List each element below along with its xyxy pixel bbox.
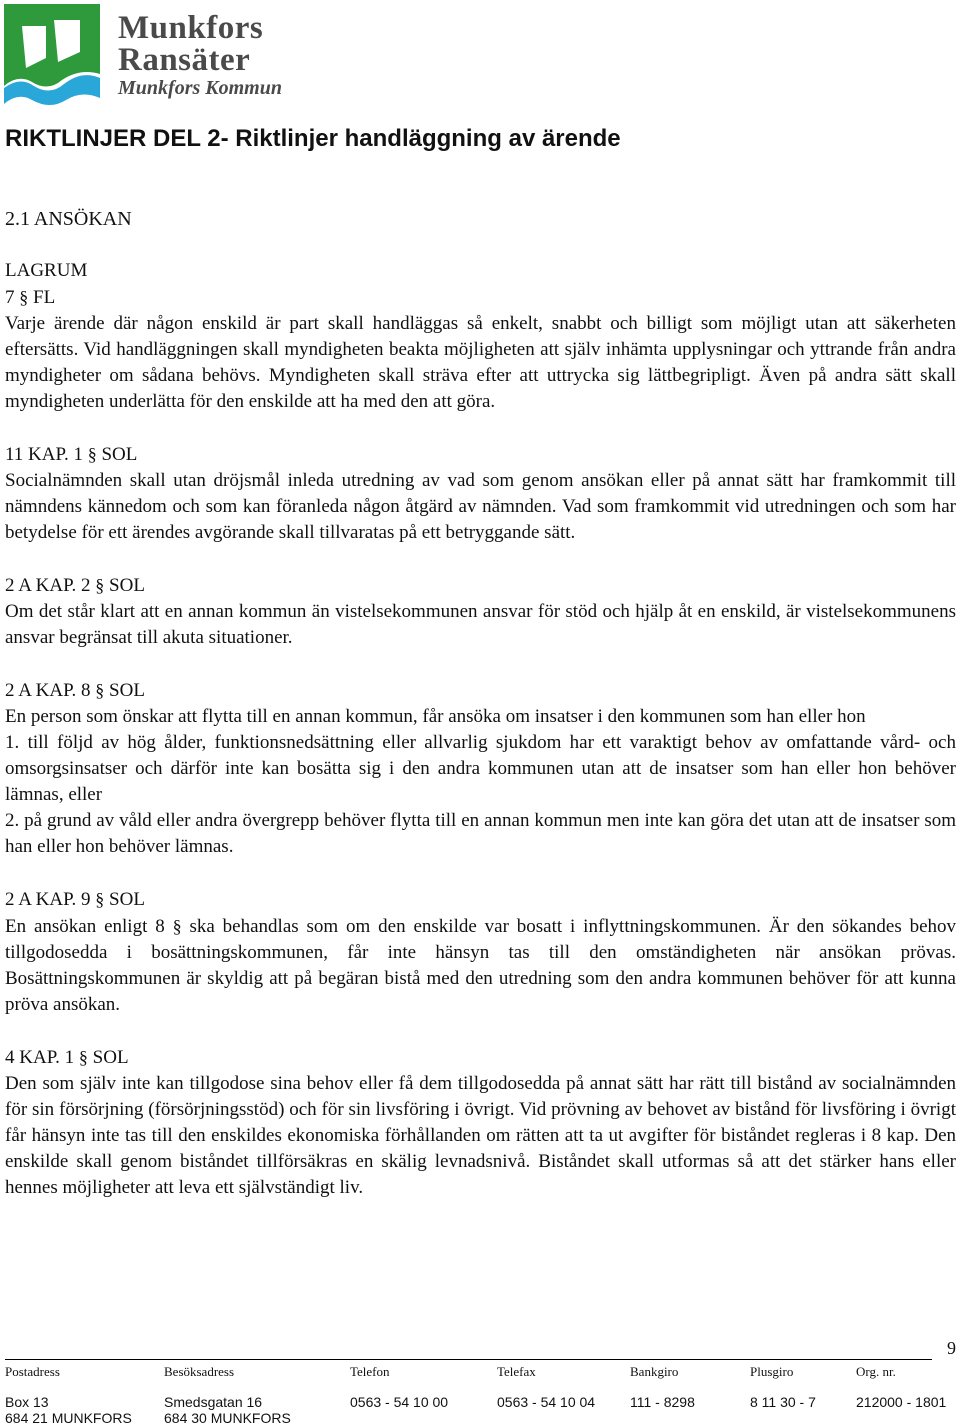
- logo-subtitle: Munkfors Kommun: [118, 77, 282, 99]
- page-number: 9: [947, 1338, 956, 1358]
- footer-orgnr: Org. nr. 212000 - 1801: [856, 1364, 947, 1410]
- paragraph-symbol-icon: §: [95, 575, 105, 595]
- paragraph-symbol-icon: §: [19, 287, 29, 307]
- footer-postadress: Postadress Box 13 684 21 MUNKFORS: [5, 1364, 132, 1426]
- footer-bankgiro: Bankgiro 111 - 8298: [630, 1364, 695, 1410]
- document-title: RIKTLINJER DEL 2- Riktlinjer handläggning av ärende: [5, 125, 621, 152]
- section-paragraph: En person som önskar att flytta till en annan kommun, får ansöka om insatser i den kommunen som han eller hon: [5, 706, 866, 727]
- list-item: 2. på grund av våld eller andra övergrepp behöver flytta till en annan kommun men inte kan göra det utan att de insatser som han eller hon behöver lämnas.: [5, 810, 956, 857]
- legal-section-2akap-8-sol: [5, 677, 956, 860]
- section-label: 4 KAP. 1 § SOL: [5, 1047, 129, 1068]
- logo-name-line1: Munkfors: [118, 10, 264, 46]
- paragraph-symbol-icon: §: [95, 680, 105, 700]
- section-label: 2 A KAP. 8 § SOL: [5, 680, 145, 701]
- legal-section-2akap-2-sol: [5, 572, 956, 651]
- paragraph-symbol-icon: §: [87, 444, 97, 464]
- document-body: [5, 258, 956, 1227]
- section-label: 2 A KAP. 2 § SOL: [5, 575, 145, 596]
- section-label: 2 A KAP. 9 § SOL: [5, 889, 145, 910]
- paragraph-symbol-icon: §: [78, 1047, 88, 1067]
- list-item: 1. till följd av hög ålder, funktionsnedsättning eller allvarlig sjukdom har ett varaktigt behov av omfattande vård- och omsorgsinsatser och därför inte kan bosätta sig i den andra kommunen utan att de insatser som han eller hon behöver lämnas, eller: [5, 732, 956, 805]
- page-footer: [5, 1362, 955, 1425]
- municipality-logo: [0, 0, 290, 110]
- section-heading: 2.1 ANSÖKAN: [5, 208, 132, 230]
- footer-telefon: Telefon 0563 - 54 10 00: [350, 1364, 449, 1410]
- legal-section-7-fl: [5, 258, 956, 415]
- section-label: 11 KAP. 1 § SOL: [5, 444, 138, 465]
- section-paragraph: Den som själv inte kan tillgodose sina behov eller få dem tillgodosedda på annat sätt har rätt till bistånd av socialnämnden för sin försörjning (försörjningsstöd) och för sin livsföring i övrigt. Vid prövning av behovet av bistånd för livsföring i övrigt får hänsyn inte tas till den enskildes ekonomiska förhållanden om rätten att ta ut avgifter för biståndet regleras i 8 kap. Den enskilde skall genom biståndet tillförsäkras en skälig levnadsnivå. Biståndet skall utformas så att det stärker hans eller hennes möjligheter att leva ett självständigt liv.: [5, 1073, 956, 1198]
- legal-section-2akap-9-sol: [5, 886, 956, 1018]
- footer-plusgiro: Plusgiro 8 11 30 - 7: [750, 1364, 816, 1410]
- logo-name-line2: Ransäter: [118, 42, 251, 78]
- section-paragraph: En ansökan enligt 8 § ska behandlas som om den enskilde var bosatt i inflyttningskommunen. Är den sökandes behov tillgodosedda i bosättningskommunen, får inte hänsyn tas till den omständigheten när ansökan prövas. Bosättningskommunen är skyldig att på begäran bistå med den utredning som den andra kommunen behöver för att kunna pröva ansökan.: [5, 916, 957, 1015]
- section-paragraph: Varje ärende där någon enskild är part skall handläggas så enkelt, snabbt och billigt som möjligt utan att säkerheten eftersätts. Vid handläggningen skall myndigheten beakta möjligheten att själv inhämta upplysningar och yttrande från andra myndigheter om sådana behövs. Myndigheten skall sträva efter att uttrycka sig lättbegripligt. Även på andra sätt skall myndigheten underlätta för den enskilde att ha med den att göra.: [5, 313, 956, 412]
- legal-section-4kap-1-sol: [5, 1044, 956, 1201]
- footer-divider: [5, 1359, 932, 1360]
- legal-section-11kap-1-sol: [5, 441, 956, 546]
- section-paragraph: Socialnämnden skall utan dröjsmål inleda utredning av vad som genom ansökan eller på annat sätt har framkommit till nämndens kännedom och som kan föranleda någon åtgärd av nämnden. Vad som framkommit vid utredningen och som har betydelse för ett ärendes avgörande skall tillvaratas på ett betryggande sätt.: [5, 470, 956, 543]
- section-paragraph: Om det står klart att en annan kommun än vistelsekommunen ansvar för stöd och hjälp åt en enskild, är vistelsekommunens ansvar begränsat till akuta situationer.: [5, 601, 956, 648]
- footer-besoksadress: Besöksadress Smedsgatan 16 684 30 MUNKFORS: [164, 1364, 291, 1426]
- footer-telefax: Telefax 0563 - 54 10 04: [497, 1364, 596, 1410]
- paragraph-symbol-icon: §: [95, 889, 105, 909]
- logo-emblem-icon: [2, 2, 102, 106]
- paragraph-symbol-icon: §: [172, 916, 182, 936]
- section-label: LAGRUM 7 § FL: [5, 260, 88, 308]
